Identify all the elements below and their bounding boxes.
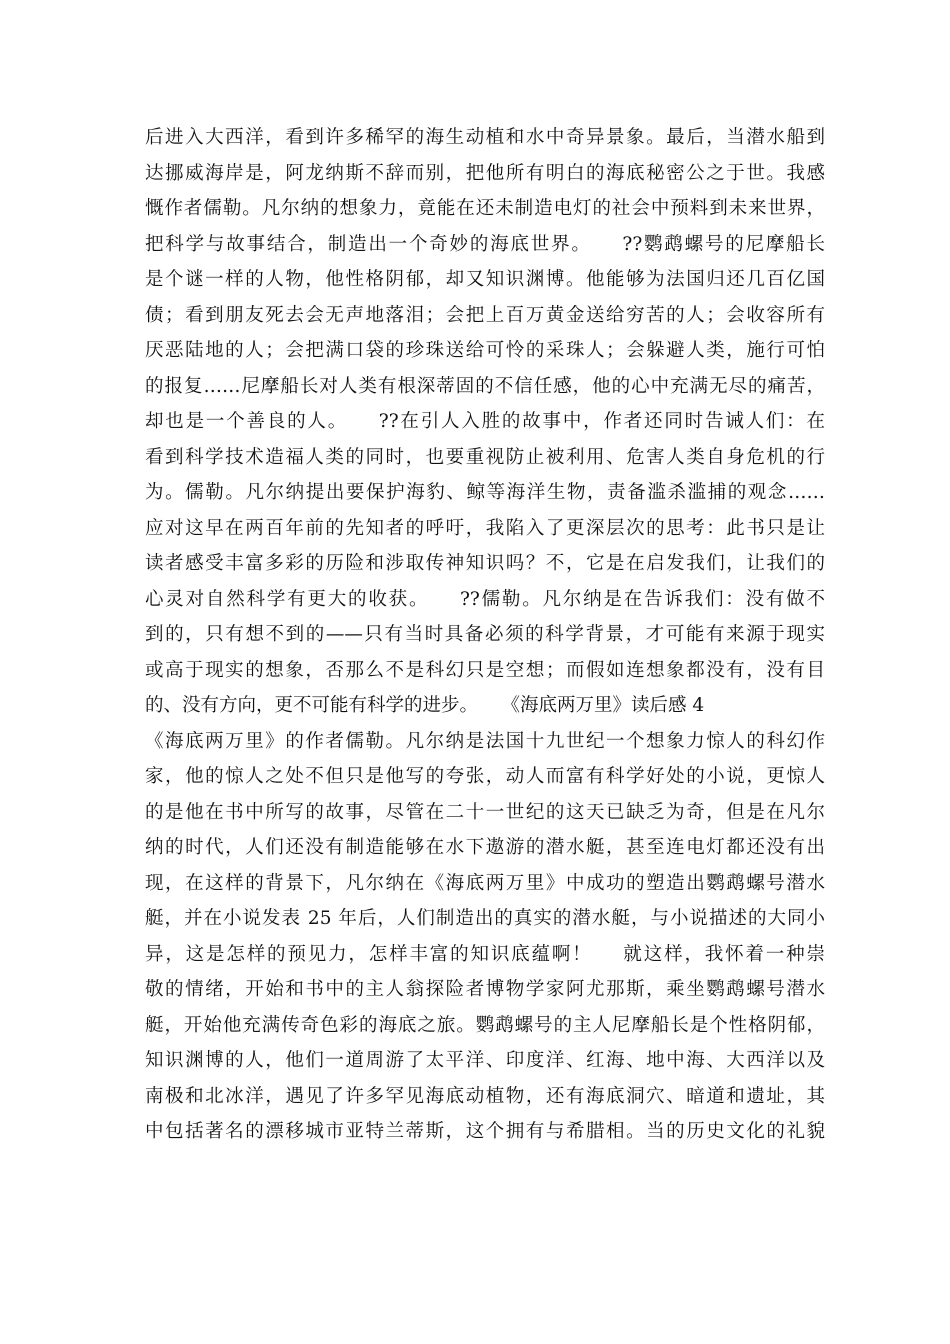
text-line: 的是他在书中所写的故事，尽管在二十一世纪的这天已缺乏为奇，但是在凡尔 <box>145 801 825 823</box>
text-line: 看到科学技术造福人类的同时，也要重视防止被利用、危害人类自身危机的行 <box>145 446 825 468</box>
body-text <box>145 120 825 1150</box>
text-line: 现，在这样的背景下，凡尔纳在《海底两万里》中成功的塑造出鹦鹉螺号潜水 <box>145 872 825 894</box>
text-line: 知识渊博的人，他们一道周游了太平洋、印度洋、红海、地中海、大西洋以及 <box>145 1050 825 1071</box>
text-line: 异，这是怎样的预见力，怎样丰富的知识底蕴啊！ 就这样，我怀着一种崇 <box>145 943 825 965</box>
text-line: 读者感受丰富多彩的历险和涉取传神知识吗？不，它是在启发我们，让我们的 <box>145 553 825 574</box>
text-line: 《海底两万里》的作者儒勒。凡尔纳是法国十九世纪一个想象力惊人的科幻作 <box>145 730 825 752</box>
text-line: 为。儒勒。凡尔纳提出要保护海豹、鲸等海洋生物，责备滥杀滥捕的观念…… <box>145 482 825 503</box>
text-line: 债；看到朋友死去会无声地落泪；会把上百万黄金送给穷苦的人；会收容所有 <box>145 304 825 326</box>
text-line: 达挪威海岸是，阿龙纳斯不辞而别，把他所有明白的海底秘密公之于世。我感 <box>145 162 825 184</box>
text-line: 艇，开始他充满传奇色彩的海底之旅。鹦鹉螺号的主人尼摩船长是个性格阴郁， <box>145 1014 825 1036</box>
text-line: 厌恶陆地的人；会把满口袋的珍珠送给可怜的采珠人；会躲避人类，施行可怕 <box>145 340 825 361</box>
text-line: 敬的情绪，开始和书中的主人翁探险者博物学家阿尤那斯，乘坐鹦鹉螺号潜水 <box>145 979 825 1000</box>
text-line: 艇，并在小说发表 25 年后，人们制造出的真实的潜水艇，与小说描述的大同小 <box>145 908 825 929</box>
text-line: 后进入大西洋，看到许多稀罕的海生动植和水中奇异景象。最后，当潜水船到 <box>145 127 825 148</box>
text-line: 慨作者儒勒。凡尔纳的想象力，竟能在还未制造电灯的社会中预料到未来世界， <box>145 198 825 219</box>
text-line: 却也是一个善良的人。 ??在引人入胜的故事中，作者还同时告诫人们：在 <box>145 411 825 432</box>
text-line: 到的，只有想不到的——只有当时具备必须的科学背景，才可能有来源于现实 <box>145 624 825 645</box>
text-line: 应对这早在两百年前的先知者的呼吁，我陷入了更深层次的思考：此书只是让 <box>145 517 825 539</box>
text-line: 把科学与故事结合，制造出一个奇妙的海底世界。 ??鹦鹉螺号的尼摩船长 <box>145 233 825 255</box>
text-line: 南极和北冰洋，遇见了许多罕见海底动植物，还有海底洞穴、暗道和遗址，其 <box>145 1085 825 1107</box>
text-line: 心灵对自然科学有更大的收获。 ??儒勒。凡尔纳是在告诉我们：没有做不 <box>145 588 825 610</box>
text-line: 纳的时代，人们还没有制造能够在水下遨游的潜水艇，甚至连电灯都还没有出 <box>145 837 825 858</box>
text-line: 的报复……尼摩船长对人类有根深蒂固的不信任感，他的心中充满无尽的痛苦， <box>145 375 825 397</box>
text-line: 家，他的惊人之处不但只是他写的夸张，动人而富有科学好处的小说，更惊人 <box>145 766 825 787</box>
text-line: 或高于现实的想象，否那么不是科幻只是空想；而假如连想象都没有，没有目 <box>145 659 825 681</box>
text-line: 中包括著名的漂移城市亚特兰蒂斯，这个拥有与希腊相。当的历史文化的礼貌 <box>145 1121 825 1142</box>
text-line: 的、没有方向，更不可能有科学的进步。 《海底两万里》读后感 4 <box>145 695 705 716</box>
text-line: 是个谜一样的人物，他性格阴郁，却又知识渊博。他能够为法国归还几百亿国 <box>145 269 825 290</box>
